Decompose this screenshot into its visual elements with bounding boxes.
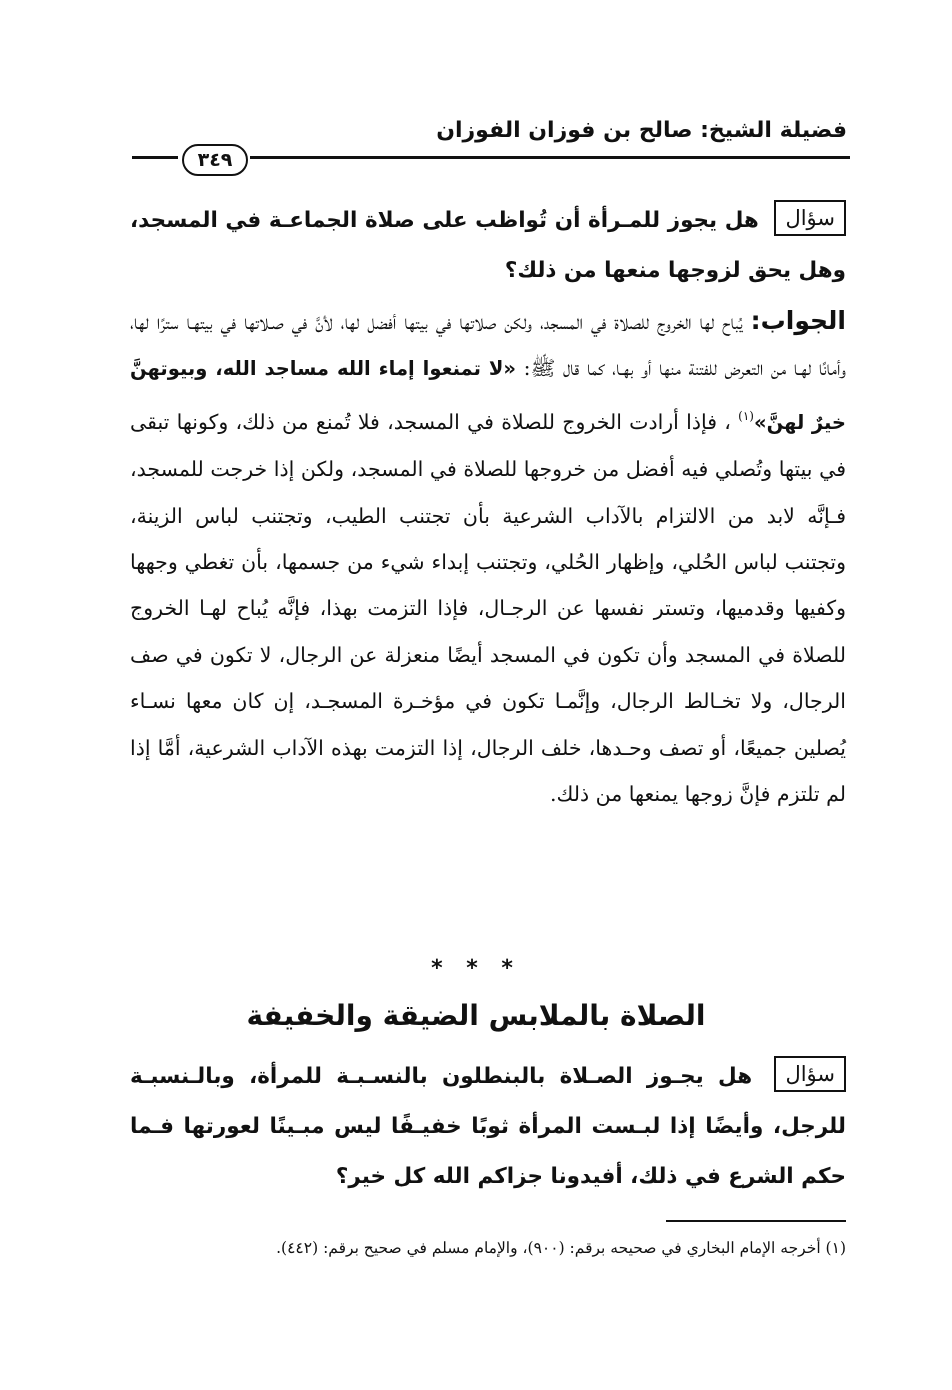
answer-label: الجواب:	[750, 306, 846, 335]
hadith-quote: «لا تمنعوا إماء الله مساجد الله، وبيوتهنَّ خيرٌ لهنَّ»	[130, 357, 846, 434]
question-block-2	[130, 1052, 846, 1202]
page-number: ٣٤٩	[182, 144, 248, 176]
section-title: الصلاة بالملابس الضيقة والخفيفة	[246, 999, 706, 1032]
section-separator: * * *	[431, 956, 521, 981]
question-label: سؤال	[774, 1056, 846, 1092]
answer-block	[130, 298, 846, 817]
footnote-reference: (١)	[738, 408, 754, 423]
question-text: هل يجـوز الصـلاة بالبنطلون بالنسـبـة للمرأة، وبالـنسبـة للرجل، وأيضًا إذا لبـست المرأة ثوبًا خفيـفًا ليس مبـينًا لعورتها فـما حكم الشرع في ذلك، أفيدونا جزاكم الله كل خير؟	[130, 1064, 846, 1189]
header-rule-left	[132, 156, 178, 159]
question-text: هل يجوز للمـرأة أن تُواظب على صلاة الجماعـة في المسجد، وهل يحق لزوجها منعها من ذلك؟	[130, 208, 846, 283]
footnote: (١) أخرجه الإمام البخاري في صحيحه برقم: (٩٠٠)، والإمام مسلم في صحيح برقم: (٤٤٢).	[276, 1239, 846, 1257]
running-title: فضيلة الشيخ: صالح بن فوزان الفوزان	[436, 118, 847, 143]
answer-text-continued: ، فإذا أرادت الخروج للصلاة في المسجد، فلا تُمنع من ذلك، وكونها تبقى في بيتها وتُصلي فيه أفضل من خروجها للصلاة في المسجد، ولكن إذا خرجت للمسجد، فـإنَّه لابد من الالتزام بالآداب الشرعية بأن تجتنب الطيب، وتجتنب لباس الزينة، وتجتنب لباس الحُلي، وإظهار الحُلي، وتجتنب إبداء شيء من جسمها، بأن تغطي وجهها وكفيها وقدميها، وتستر نفسها عن الرجـال، فإذا التزمت بهذا، فإنَّه يُباح لهـا الخروج للصلاة في المسجد وأن تكون في المسجد أيضًا منعزلة عن الرجال، لا تكون في صف الرجال، ولا تخـالط الرجال، وإنَّمـا تكون في مؤخـرة المسجـد، إن كان معها نسـاء يُصلين جميعًا، أو تصف وحـدها، خلف الرجال، إذا التزمت بهذه الآداب الشرعية، أمَّا إذا لم تلتزم فإنَّ زوجها يمنعها من ذلك.	[130, 409, 846, 807]
answer-text: يُباح لها الخروج للصلاة في المسجد، ولكن صلاتها في بيتها أفضل لها، لأنَّ في صـلاتها في بيتهـا سترًا لها، وأمانًا لهـا من التعرض للفتنة منها أو بهـا، كما قال ﷺ:	[130, 310, 846, 381]
question-block	[130, 196, 846, 296]
question-label: سؤال	[774, 200, 846, 236]
header-rule	[250, 156, 850, 159]
footnote-rule	[666, 1220, 846, 1222]
